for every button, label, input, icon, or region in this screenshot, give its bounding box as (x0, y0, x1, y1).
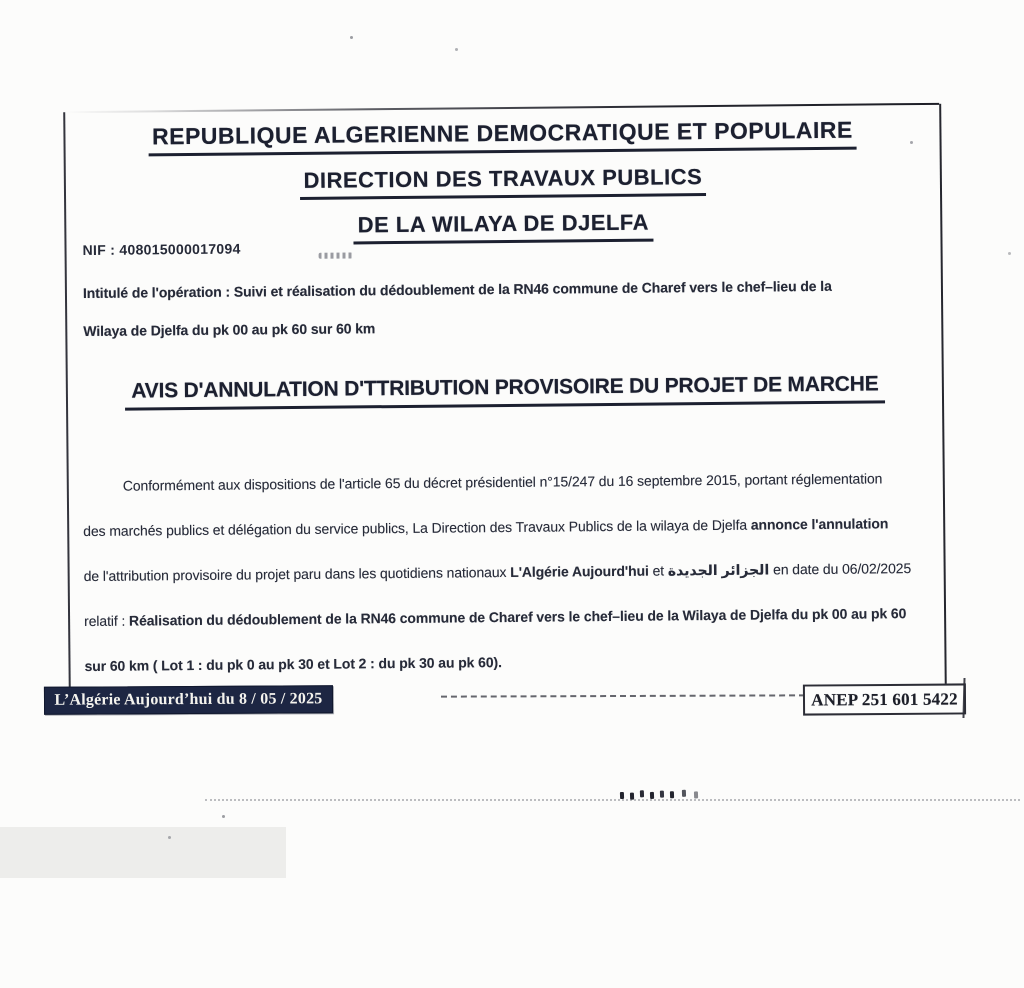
scan-noise-line (205, 799, 1020, 801)
scan-noise-blobs (620, 792, 624, 799)
project-description: Réalisation du dédoublement de la RN46 commune de Charef vers le chef–lieu de la Wilaya de Djelfa du pk 00 au pk 60 (128, 605, 907, 629)
notice-frame (63, 104, 947, 696)
anep-reference-box: ANEP 251 601 5422 (803, 683, 966, 715)
text-segment: Conformément aux dispositions de l'article 65 du décret présidentiel n°15/247 du 16 septembre 2015, portant réglementation (122, 470, 883, 494)
scan-specks (350, 36, 353, 39)
frame-bottom-dashed-border (441, 694, 805, 697)
nif-line (82, 241, 240, 259)
text-segment: de l'attribution provisoire du projet paru dans les quotidiens nationaux (83, 563, 511, 585)
notice-body (83, 456, 937, 689)
journal-name-ar: الجزائر الجديدة (667, 561, 770, 579)
letterhead-text: DE LA WILAYA DE DJELFA (354, 210, 654, 245)
annulation-emphasis: annonce l'annulation (750, 515, 889, 533)
letterhead-text: DIRECTION DES TRAVAUX PUBLICS (299, 164, 706, 200)
letterhead (65, 116, 940, 260)
notice-heading-text: AVIS D'ANNULATION D'TTRIBUTION PROVISOIRE DU PROJET DE MARCHE (125, 372, 884, 410)
nif-label: NIF : (82, 241, 116, 259)
operation-title-line: Wilaya de Djelfa du pk 00 au pk 60 sur 60 km (83, 320, 376, 340)
letterhead-line-republic (65, 116, 939, 157)
text-segment: et (648, 562, 668, 579)
notice-heading (68, 372, 942, 411)
letterhead-line-direction (66, 162, 940, 202)
text-segment: des marchés publics et délégation du service publics, La Direction des Travaux Publics de la wilaya de Djelfa (83, 516, 751, 540)
operation-title-line: Intitulé de l'opération : Suivi et réalisation du dédoublement de la RN46 commune de Charef vers le chef–lieu de la (82, 277, 832, 302)
letterhead-text: REPUBLIQUE ALGERIENNE DEMOCRATIQUE ET POPULAIRE (148, 117, 857, 157)
body-line (83, 501, 935, 554)
scan-gray-band (0, 827, 286, 878)
nif-value: 408015000017094 (119, 240, 241, 258)
journal-name-fr: L'Algérie Aujourd'hui (510, 562, 649, 580)
source-publication-badge: L’Algérie Aujourd’hui du 8 / 05 / 2025 (44, 685, 333, 715)
frame-top-border (65, 103, 939, 113)
scan-smudge (319, 252, 353, 258)
body-line (84, 591, 936, 644)
body-line (83, 456, 935, 509)
operation-title-block (83, 266, 934, 350)
body-line (84, 636, 936, 689)
body-line (83, 546, 935, 599)
publication-date: en date du 06/02/2025 (769, 560, 912, 578)
lots-description: sur 60 km ( Lot 1 : du pk 0 au pk 30 et Lot 2 : du pk 30 au pk 60). (84, 654, 502, 675)
text-segment: relatif : (84, 612, 130, 630)
